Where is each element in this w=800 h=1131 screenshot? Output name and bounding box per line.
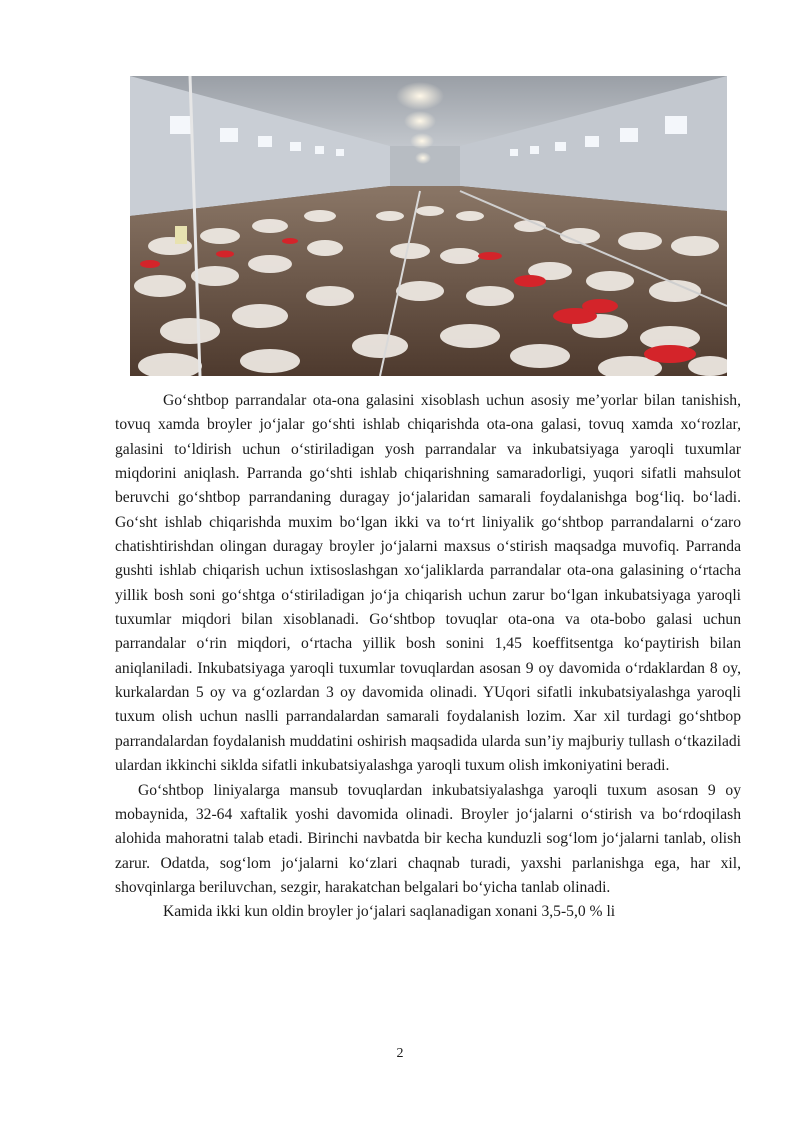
paragraph: Go‘shtbop parrandalar ota-ona galasini xisoblash uchun asosiy me’yorlar bilan tanishish, tovuq xamda broyler jo‘jalar go‘shti ishlab chiqarishda ota-ona galasi, tovuq xamda xo‘rozlar, galasini to‘ldirish uchun o‘stiriladigan yosh parrandalar va inkubatsiyaga yaroqli tuxumlar miqdorini aniqlash. Parranda go‘shti ishlab chiqarishning samaradorligi, yuqori sifatli mahsulot beruvchi go‘shtbop parrandaning duragay jo‘jalaridan samarali foydalanishga bog‘liq. bo‘ladi. Go‘sht ishlab chiqarishda muxim bo‘lgan ikki va to‘rt liniyalik go‘shtbop parrandalarni o‘zaro chatishtirishdan olingan duragay broyler jo‘jalarni maxsus o‘stirish maqsadga muvofiq. Parranda gushti ishlab chiqarish uchun ixtisoslashgan xo‘jaliklarda parrandalar ota-ona galasining o‘rtacha yillik bosh soni go‘shtga o‘stiriladigan jo‘ja chiqarish uchun zarur bo‘lgan inkubatsiyaga yaroqli tuxumlar miqdori bilan xisoblanadi. Go‘shtbop tovuqlar ota-ona va ota-bobo galasi uchun parrandalar o‘rin miqdori, o‘rtacha yillik bosh sonini 1,45 koeffitsentga ko‘paytirish bilan aniqlaniladi. Inkubatsiyaga yaroqli tuxumlar tovuqlardan asosan 9 oy davomida o‘rdaklardan 8 oy, kurkalardan 5 oy va g‘ozlardan 3 oy davomida olinadi. YUqori sifatli inkubatsiyalashga yaroqli tuxum olish uchun naslli parrandalardan samarali foydalanish lozim. Xar xil turdagi go‘shtbop parrandalardan foydalanish muddatini oshirish maqsadida ularda sun’iy majburiy tullash o‘tkaziladi ulardan ikkinchi siklda sifatli inkubatsiyalashga yaroqli tuxum olish imkoniyatini beradi.: [115, 392, 741, 775]
poultry-house-photo: [130, 76, 727, 376]
paragraph: Go‘shtbop liniyalarga mansub tovuqlardan inkubatsiyalashga yaroqli tuxum asosan 9 oy mobaynida, 32-64 xaftalik yoshi davomida olinadi. Broyler jo‘jalarni o‘stirish va bo‘rdoqilash alohida mahoratni talab etadi. Birinchi navbatda bir kecha kunduzli sog‘lom jo‘jalarni tanlab, olish zarur. Odatda, sog‘lom jo‘jalarni ko‘zlari chaqnab turadi, yaxshi parlanishga ega, har xil, shovqinlarga beriluvchan, sezgir, harakatchan belgalari bo‘yicha tanlab olinadi.: [115, 781, 741, 896]
paragraph: Kamida ikki kun oldin broyler jo‘jalari saqlanadigan xonani 3,5-5,0 % li: [163, 903, 616, 921]
body-text: [115, 389, 741, 925]
page-number: 2: [396, 1046, 404, 1061]
